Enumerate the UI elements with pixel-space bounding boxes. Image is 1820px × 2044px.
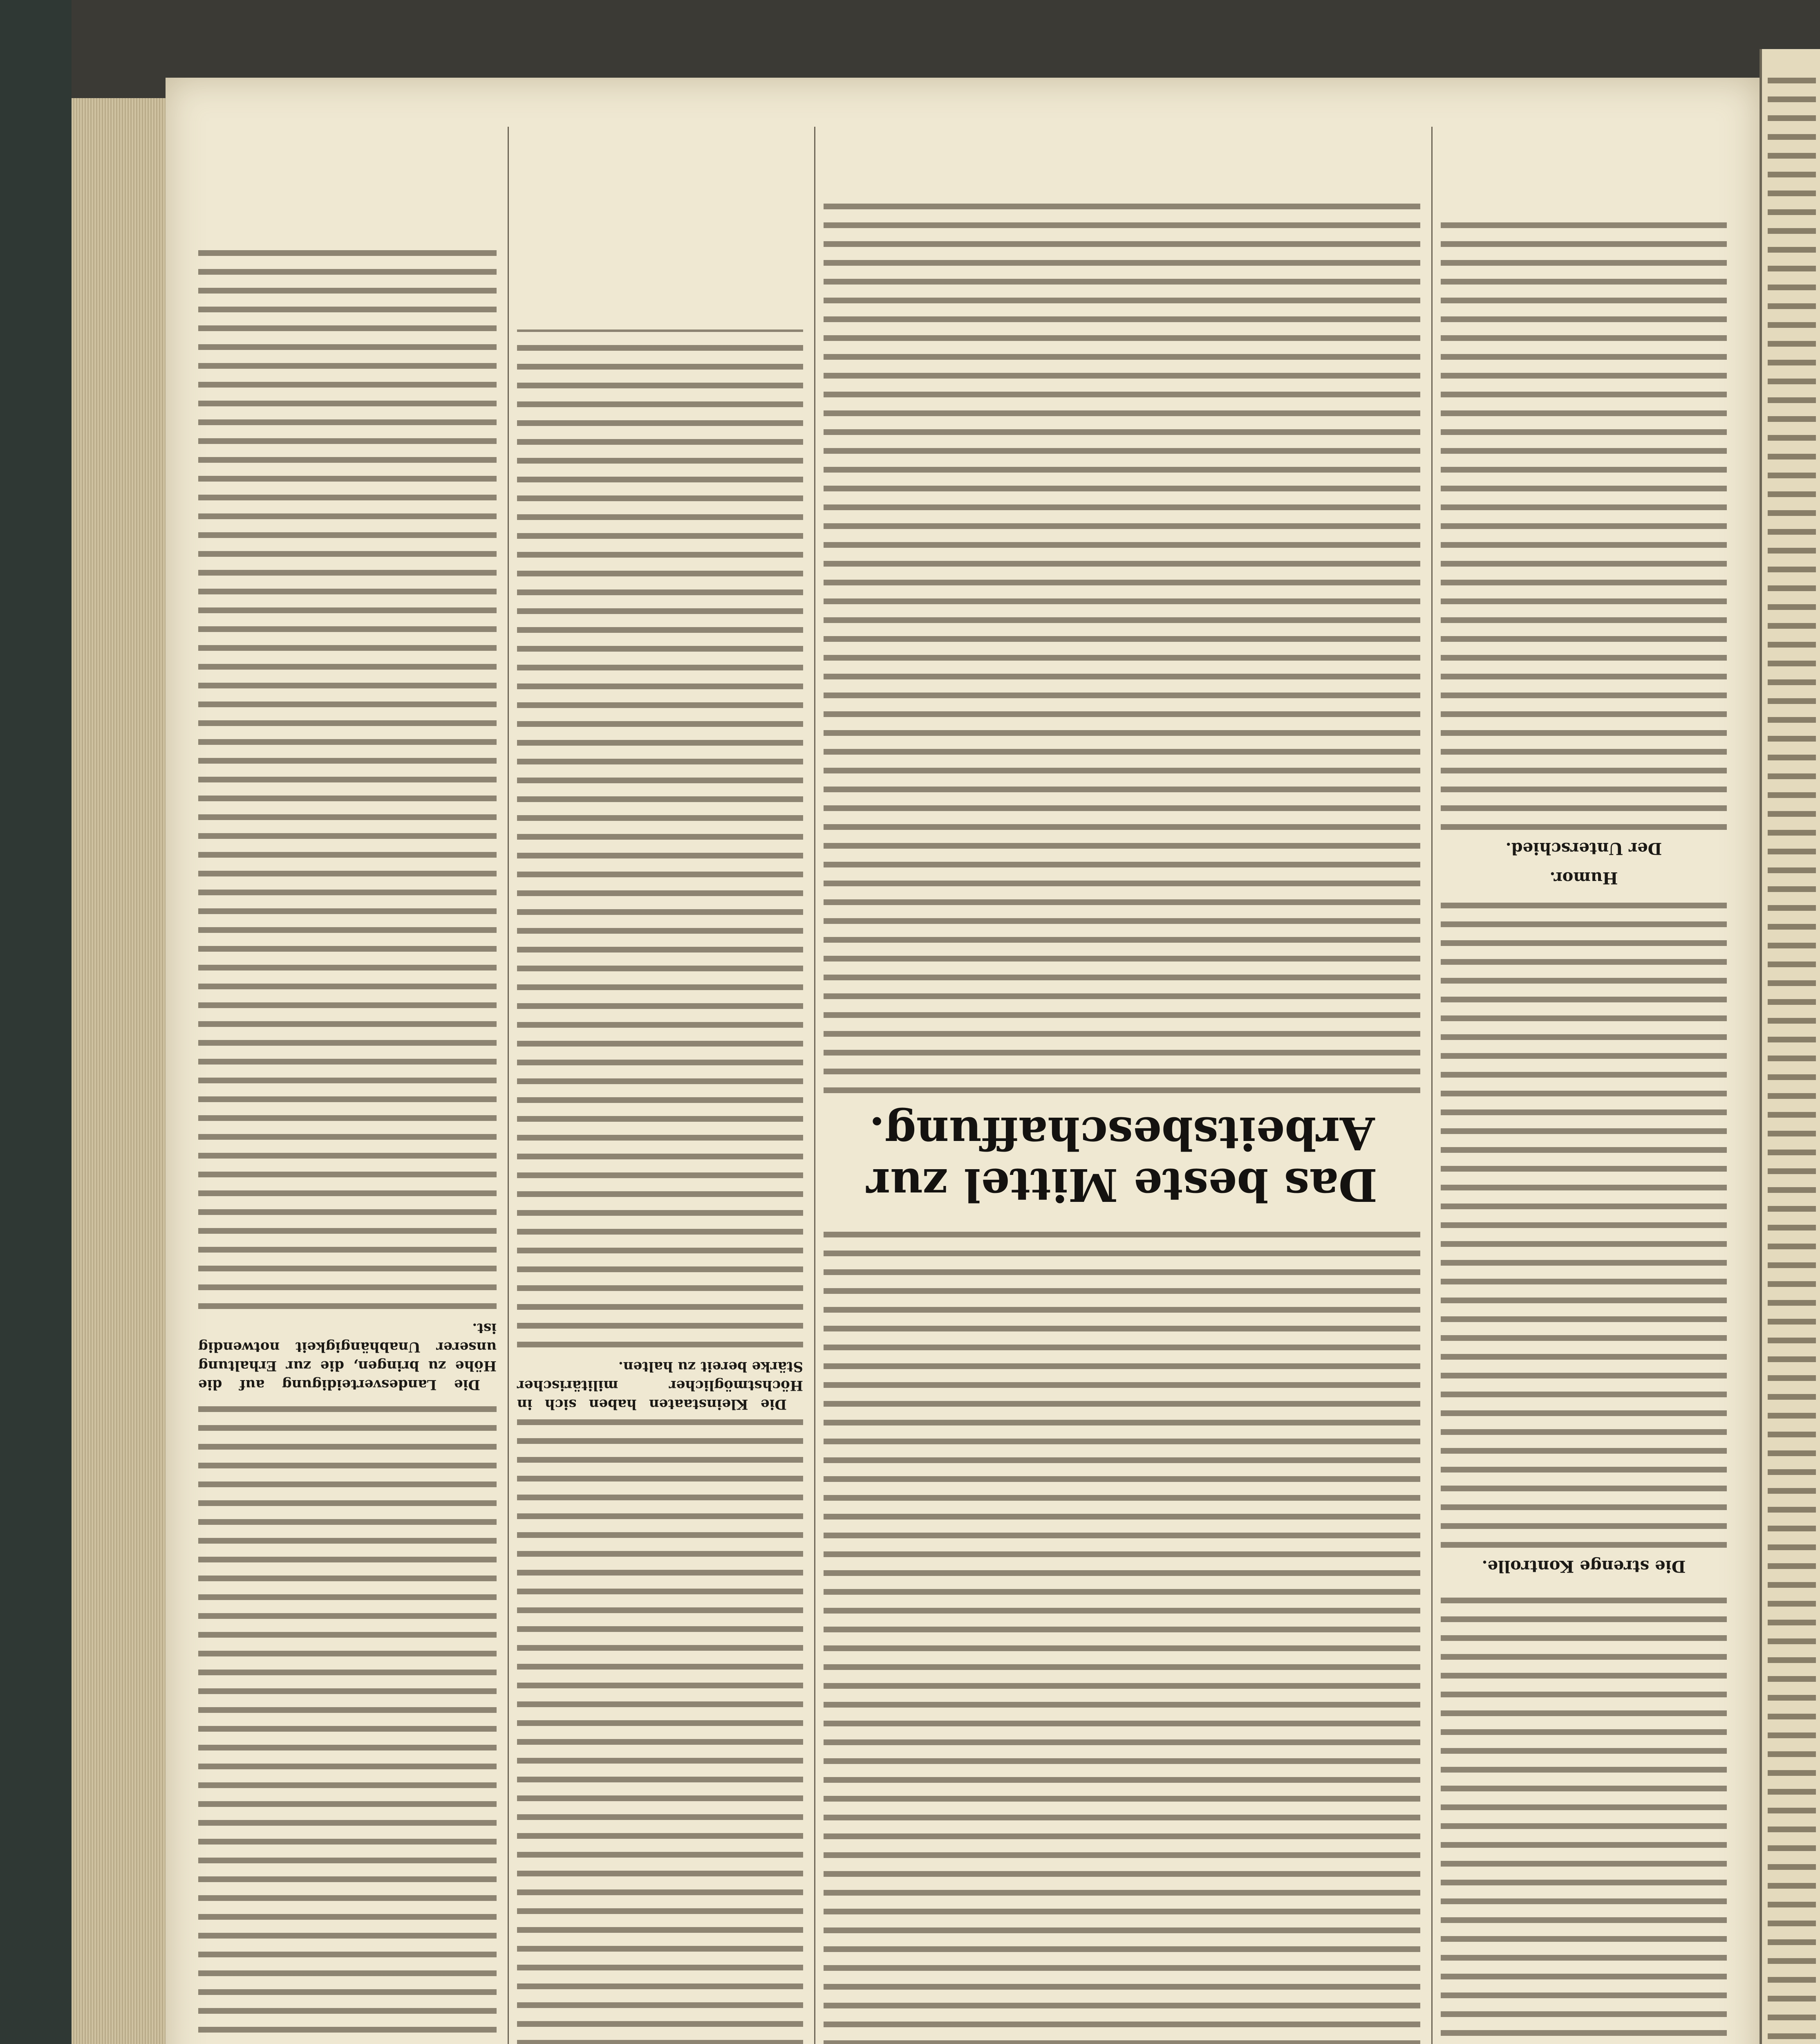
- kontrolle-heading: Die strenge Kontrolle.: [1482, 1557, 1686, 1576]
- page-edges: [72, 98, 166, 2044]
- newspaper-page: [166, 78, 1760, 2044]
- column-1-text-block-3: [1441, 221, 1727, 834]
- column-4-text-block-2: [517, 329, 803, 1351]
- column-5: [198, 119, 497, 2044]
- column-5-text-block-2: [198, 250, 497, 1313]
- adjacent-page-text: [1768, 74, 1816, 2044]
- bold-line-2: Die Kleinstaaten haben sich in Höchstmöglicher militärischer Stärke bereit zu halten.: [517, 1358, 803, 1412]
- article-body-text-2: [824, 198, 1420, 1097]
- rotated-page-content: [166, 78, 1760, 2044]
- article-body-text-1: [824, 1223, 1420, 2044]
- column-1-text-block-1: [1441, 1586, 1727, 2044]
- humor-heading: Der Unterschied.: [1505, 839, 1662, 858]
- bold-line-3: Die Landesverteidigung auf die Höhe zu bringen, die zur Erhaltung unserer Unabhängigkeit notwendig ist.: [198, 1320, 497, 1393]
- column-rule: [814, 127, 815, 2044]
- adjacent-page-strip: [1760, 49, 1820, 2044]
- column-4: [517, 119, 803, 2044]
- column-4-text-block-1: [517, 1414, 803, 2044]
- humor-title: Humor.: [1549, 868, 1618, 888]
- column-5-text-block-1: [198, 1394, 497, 2044]
- column-rule: [1431, 127, 1433, 2044]
- column-1: [1441, 119, 1727, 2044]
- column-1-text-block-2: [1441, 898, 1727, 1552]
- headline-primary: Das beste Mittel zur Arbeitsbeschaffung.: [866, 1107, 1378, 1212]
- book-binding: [0, 0, 72, 2044]
- column-2-3: [824, 119, 1420, 2044]
- column-rule: [508, 127, 509, 2044]
